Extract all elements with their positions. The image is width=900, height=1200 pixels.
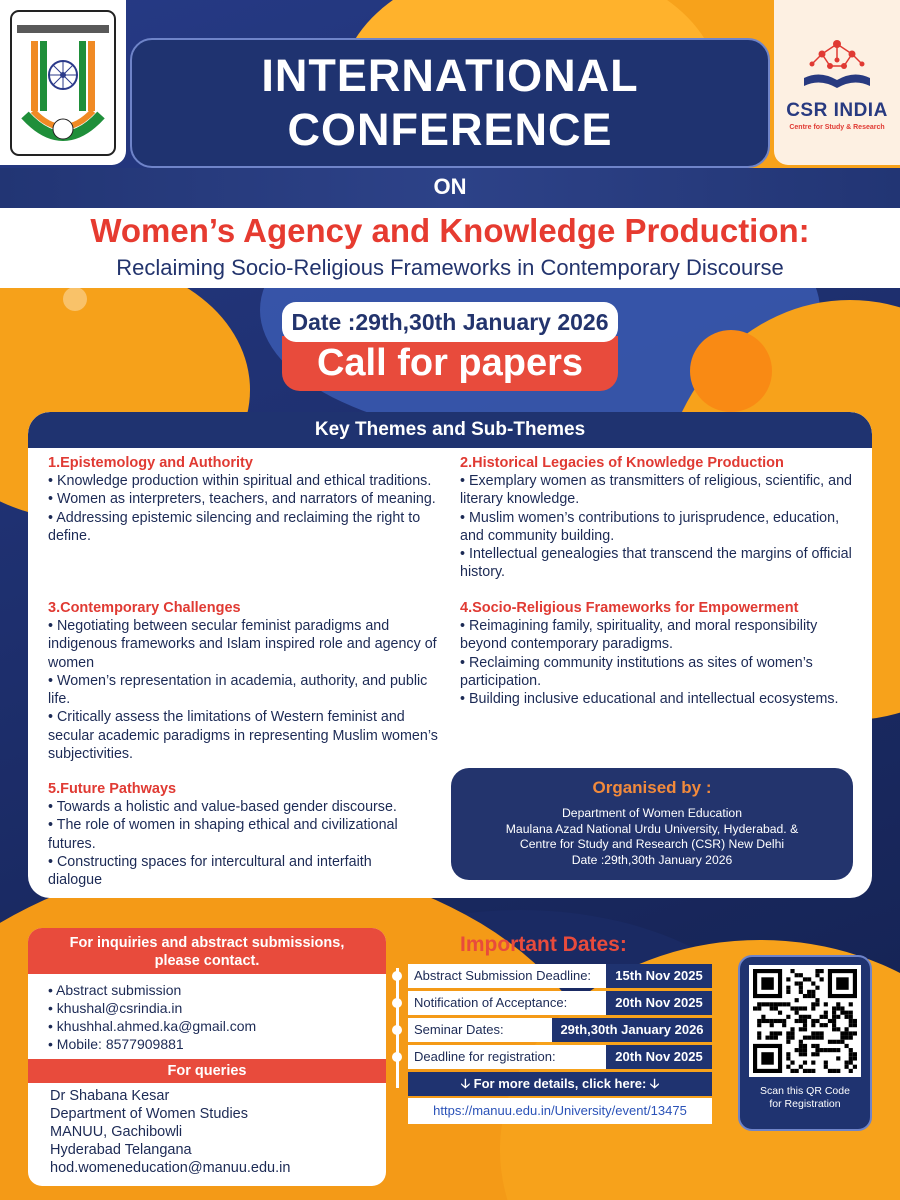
theme-title: 4.Socio-Religious Frameworks for Empowerment [460,600,799,616]
contact-item: • Abstract submission [48,981,386,999]
timeline-dot [392,1052,402,1062]
organised-by-title: Organised by : [592,778,712,797]
theme-item: • Addressing epistemic silencing and reclaiming the right to define. [48,509,448,546]
theme-item: • Towards a holistic and value-based gender discourse. [48,798,428,816]
csr-logo-name: CSR INDIA [786,100,888,121]
theme-future-pathways [48,780,428,889]
on-label: ON [433,174,467,199]
date-value: 20th Nov 2025 [606,1045,712,1069]
qr-caption [740,1085,870,1111]
themes-card [28,412,872,898]
theme-item: • The role of women in shaping ethical and civilizational futures. [48,816,428,853]
theme-item: • Critically assess the limitations of Western feminist and secular academic paradigms in representing Muslim women’s subjectivities. [48,708,453,763]
query-contact-dept: Department of Women Studies [50,1106,248,1122]
conference-title-box [130,38,770,168]
timeline-dot [392,1025,402,1035]
contact-list [28,974,386,1053]
qr-code-icon [753,969,857,1073]
organiser-line: Date :29th,30th January 2026 [571,852,733,867]
query-contact-address: Hyderabad Telangana [50,1142,192,1158]
conference-theme-title: Women’s Agency and Knowledge Production: [90,212,810,249]
theme-title: 5.Future Pathways [48,781,177,797]
conference-theme-subtitle: Reclaiming Socio-Religious Frameworks in Contemporary Discourse [116,255,784,280]
theme-item: • Negotiating between secular feminist paradigms and indigenous frameworks and Islam inspired role and agency of women [48,617,453,672]
date-value: 20th Nov 2025 [606,991,712,1015]
contact-email[interactable]: • khushhal.ahmed.ka@gmail.com [48,1017,386,1035]
qr-code[interactable] [749,965,861,1077]
theme-item: • Women’s representation in academia, authority, and public life. [48,672,453,709]
important-dates-title: Important Dates: [460,933,627,956]
theme-title: 2.Historical Legacies of Knowledge Production [460,455,784,471]
theme-socio-religious-frameworks [460,599,864,708]
theme-contemporary-challenges [48,599,453,763]
qr-caption-line: Scan this QR Code [760,1085,850,1097]
organiser-line: Centre for Study and Research (CSR) New Delhi [519,837,785,851]
organiser-line: Maulana Azad National Urdu University, Hyderabad. & [505,821,799,836]
contact-header-line: please contact. [154,953,260,969]
queries-header: For queries [28,1059,386,1083]
date-label: Notification of Acceptance: [408,991,606,1015]
date-label: Deadline for registration: [408,1045,606,1069]
theme-item: • Women as interpreters, teachers, and narrators of meaning. [48,490,448,508]
theme-item: • Constructing spaces for intercultural and interfaith dialogue [48,853,428,890]
contact-card [28,928,386,1186]
query-contact-name: Dr Shabana Kesar [50,1088,170,1104]
network-book-icon [800,34,874,96]
theme-item: • Reimagining family, spirituality, and moral responsibility beyond contemporary paradigms. [460,617,864,654]
theme-historical-legacies [460,454,862,582]
theme-item: • Building inclusive educational and intellectual ecosystems. [460,690,864,708]
theme-title: 3.Contemporary Challenges [48,600,241,616]
date-label: Abstract Submission Deadline: [408,964,606,988]
conference-date: Date :29th,30th January 2026 [282,302,618,342]
timeline-dot [392,971,402,981]
timeline-dot [392,998,402,1008]
csr-logo-subtitle: Centre for Study & Research [789,124,885,131]
queries-list [28,1083,386,1177]
csr-india-logo [774,0,900,165]
query-contact-address: MANUU, Gachibowli [50,1124,183,1140]
contact-header [28,928,386,974]
theme-item: • Knowledge production within spiritual and ethical traditions. [48,472,448,490]
title-line-1: INTERNATIONAL [261,50,639,101]
event-url-link[interactable]: https://manuu.edu.in/University/event/13475 [408,1098,712,1124]
query-contact-email[interactable]: hod.womeneducation@manuu.edu.in [50,1160,291,1176]
date-value: 29th,30th January 2026 [552,1018,712,1042]
qr-card [738,955,872,1131]
theme-epistemology [48,454,448,545]
more-details-link[interactable]: 🡣 For more details, click here: 🡣 [408,1072,712,1096]
organised-by-box [451,768,853,880]
theme-item: • Muslim women’s contributions to jurisprudence, education, and community building. [460,509,862,546]
call-for-papers-banner: Call for papers [282,336,618,391]
date-label: Seminar Dates: [408,1018,552,1042]
title-line-2: CONFERENCE [287,104,613,155]
university-emblem-icon [7,7,119,159]
contact-phone: • Mobile: 8577909881 [48,1035,386,1053]
qr-caption-line: for Registration [769,1098,841,1110]
themes-header: Key Themes and Sub-Themes [28,412,872,448]
contact-email[interactable]: • khushal@csrindia.in [48,999,386,1017]
theme-item: • Reclaiming community institutions as sites of women’s participation. [460,654,864,691]
theme-item: • Intellectual genealogies that transcend the margins of official history. [460,545,862,582]
organiser-line: Department of Women Education [562,806,742,820]
theme-item: • Exemplary women as transmitters of religious, scientific, and literary knowledge. [460,472,862,509]
contact-header-line: For inquiries and abstract submissions, [69,935,345,951]
manuu-logo [0,0,126,165]
theme-title: 1.Epistemology and Authority [48,455,253,471]
date-value: 15th Nov 2025 [606,964,712,988]
